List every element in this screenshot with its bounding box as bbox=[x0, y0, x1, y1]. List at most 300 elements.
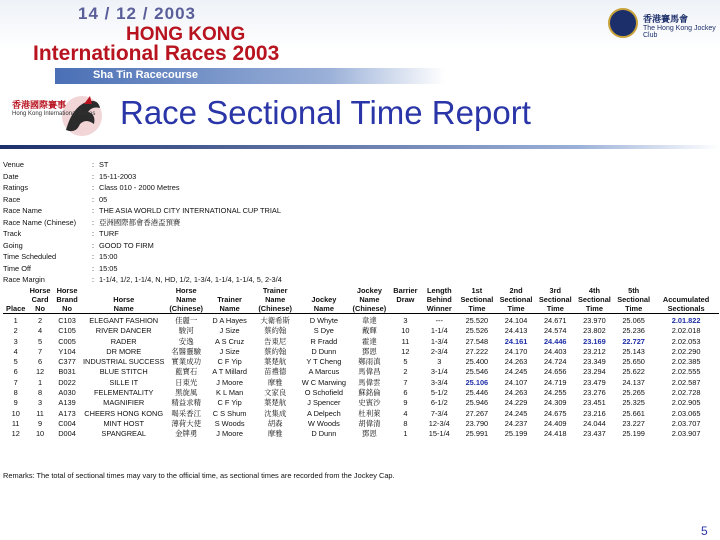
table-cell: A Marcus bbox=[308, 367, 340, 377]
table-cell: 2.02.053 bbox=[671, 336, 701, 346]
table-cell: 1-3/4 bbox=[430, 336, 448, 346]
table-cell: RADER bbox=[110, 336, 137, 346]
table-cell: 3 bbox=[37, 398, 43, 408]
table-cell: 告東尼 bbox=[264, 336, 287, 346]
table-cell: 25.143 bbox=[622, 346, 645, 356]
table-cell: 3-3/4 bbox=[430, 377, 448, 387]
table-cell: 7-3/4 bbox=[430, 408, 448, 418]
table-cell: 3 bbox=[13, 336, 18, 346]
table-cell: 24.413 bbox=[504, 326, 528, 336]
table-cell: 27.548 bbox=[465, 336, 489, 346]
table-row bbox=[3, 367, 719, 377]
race-info-label: Venue bbox=[3, 160, 24, 169]
table-cell: 8 bbox=[403, 418, 408, 428]
table-cell: 7 bbox=[37, 346, 43, 356]
table-cell: W Woods bbox=[307, 418, 340, 428]
column-header: Sectional bbox=[460, 295, 494, 304]
table-cell: 大衛希斯 bbox=[260, 316, 290, 325]
table-cell: J Size bbox=[219, 326, 240, 336]
table-cell: 文家良 bbox=[264, 388, 287, 398]
table-cell: 實業成功 bbox=[171, 357, 201, 367]
table-cell: 2.02.555 bbox=[671, 367, 701, 377]
table-cell: 25.546 bbox=[465, 367, 489, 377]
table-cell: 葉楚航 bbox=[264, 398, 287, 408]
column-header: (Chinese) bbox=[165, 304, 207, 314]
table-cell: 24.245 bbox=[504, 367, 528, 377]
remarks-note: Remarks: The total of sectional times may vary to the official time, as sectional times are recorded from the Jockey Cap. bbox=[3, 471, 395, 480]
race-info-label: Race Name (Chinese) bbox=[3, 217, 77, 227]
table-cell: 23.349 bbox=[583, 357, 606, 367]
table-cell: 12 bbox=[11, 429, 20, 439]
table-cell: 苗禮德 bbox=[264, 367, 287, 377]
table-cell: 2 bbox=[13, 326, 18, 336]
event-date: 14 / 12 / 2003 bbox=[78, 4, 196, 23]
table-cell: C103 bbox=[58, 316, 76, 325]
table-cell: 5 bbox=[13, 357, 18, 367]
table-cell: 24.719 bbox=[543, 377, 567, 387]
table-cell: 22.727 bbox=[622, 336, 645, 346]
table-cell: 3-1/4 bbox=[430, 367, 448, 377]
column-header: Sectional bbox=[538, 295, 572, 304]
race-info-value: 亞洲國際都會香港盃預賽 bbox=[99, 217, 181, 227]
table-header-row bbox=[3, 286, 719, 295]
table-cell: BLUE STITCH bbox=[99, 367, 148, 377]
table-cell: 11 bbox=[11, 418, 20, 428]
column-header: Card bbox=[31, 295, 49, 304]
table-cell: 蔡約翰 bbox=[264, 346, 287, 356]
table-cell: 24.104 bbox=[504, 316, 528, 325]
table-cell: 25.199 bbox=[504, 429, 528, 439]
venue-strip bbox=[55, 68, 445, 84]
table-cell: 25.236 bbox=[622, 326, 645, 336]
table-cell: S Woods bbox=[214, 418, 245, 428]
table-cell: D004 bbox=[58, 429, 76, 439]
race-info-value: 05 bbox=[99, 194, 108, 204]
table-cell: 9 bbox=[37, 418, 43, 428]
table-cell: 7 bbox=[403, 377, 408, 387]
table-cell: 駿河 bbox=[178, 326, 194, 336]
table-cell: O Schofield bbox=[304, 388, 343, 398]
table-row bbox=[3, 314, 719, 327]
table-cell: 2-3/4 bbox=[430, 346, 448, 356]
column-header: 5th bbox=[628, 286, 640, 295]
column-header: Sectional bbox=[578, 295, 611, 304]
column-header: Name bbox=[176, 295, 197, 304]
column-header: Sectionals bbox=[653, 304, 719, 314]
table-cell: C005 bbox=[58, 336, 76, 346]
table-cell: 戴輝 bbox=[362, 326, 377, 336]
table-cell: 9 bbox=[13, 398, 18, 408]
race-info-value: 15:00 bbox=[99, 252, 118, 261]
hkjc-logo-icon bbox=[608, 8, 638, 38]
table-cell: 11 bbox=[36, 408, 44, 418]
race-info-label: Date bbox=[3, 171, 19, 181]
table-cell: 23.790 bbox=[465, 418, 489, 428]
table-cell: C004 bbox=[58, 418, 76, 428]
table-cell: 24.255 bbox=[543, 388, 567, 398]
table-cell: 24.675 bbox=[543, 408, 567, 418]
race-info-value: 15-11-2003 bbox=[99, 171, 137, 181]
table-cell: 25.991 bbox=[465, 429, 489, 439]
logo-text-english: Hong Kong International Races bbox=[12, 111, 96, 117]
table-cell: 摩雅 bbox=[267, 429, 283, 439]
table-cell: 25.650 bbox=[622, 357, 645, 367]
table-cell: R Fradd bbox=[310, 336, 338, 346]
table-cell: D Dunn bbox=[311, 429, 337, 439]
table-cell: 24.309 bbox=[543, 398, 567, 408]
column-header bbox=[3, 295, 28, 304]
column-header: No bbox=[28, 304, 51, 314]
table-cell: 1-1/4 bbox=[430, 326, 448, 336]
event-title-line1: HONG KONG bbox=[126, 24, 246, 45]
column-header: 3rd bbox=[549, 286, 561, 295]
column-header: 1st bbox=[471, 286, 483, 295]
race-info-value: GOOD TO FIRM bbox=[99, 240, 154, 250]
table-cell: 24.263 bbox=[504, 388, 528, 398]
table-cell: 蔡約翰 bbox=[264, 326, 287, 336]
table-cell: 24.161 bbox=[504, 336, 528, 346]
table-cell: Y T Cheng bbox=[306, 357, 342, 367]
table-cell: S Dye bbox=[313, 326, 334, 336]
table-header-row bbox=[3, 304, 719, 314]
table-cell: 黑旋風 bbox=[175, 388, 198, 398]
table-row bbox=[3, 347, 719, 357]
table-cell: 25.106 bbox=[465, 377, 489, 387]
table-cell: 3 bbox=[403, 316, 408, 325]
column-header: Time bbox=[496, 304, 535, 314]
column-header: Behind bbox=[426, 295, 452, 304]
table-cell: 11 bbox=[401, 336, 410, 346]
column-header: Time bbox=[536, 304, 575, 314]
table-cell: MINT HOST bbox=[103, 418, 144, 428]
table-cell: D A Hayes bbox=[212, 316, 247, 325]
column-header bbox=[298, 286, 349, 295]
column-header: Name bbox=[359, 295, 380, 304]
race-info-value: ST bbox=[99, 160, 109, 169]
table-cell: 25.325 bbox=[622, 398, 645, 408]
table-cell: 15-1/4 bbox=[428, 429, 450, 439]
table-row bbox=[3, 378, 719, 388]
table-cell: 名醫靈驗 bbox=[171, 346, 201, 356]
table-cell: 23.802 bbox=[583, 326, 606, 336]
table-cell: 2.02.018 bbox=[671, 326, 701, 336]
table-cell: 25.065 bbox=[622, 316, 645, 325]
table-cell: 1 bbox=[37, 377, 43, 387]
title-divider bbox=[0, 145, 720, 149]
table-cell: 薄荷大使 bbox=[171, 418, 201, 428]
table-cell: SPANGREAL bbox=[101, 429, 147, 439]
table-cell: 2.03.065 bbox=[671, 408, 701, 418]
table-cell: 金牌勇 bbox=[175, 429, 198, 439]
race-info-label: Ratings bbox=[3, 183, 29, 192]
table-cell: 24.137 bbox=[622, 377, 645, 387]
column-header: Name bbox=[82, 304, 165, 314]
race-info-colon: : bbox=[92, 183, 95, 192]
column-header: Time bbox=[614, 304, 653, 314]
table-cell: 25.520 bbox=[465, 316, 489, 325]
page-number: 5 bbox=[701, 524, 708, 538]
table-cell: 2.01.822 bbox=[671, 316, 701, 325]
table-cell: 24.418 bbox=[543, 429, 567, 439]
table-cell: 12 bbox=[401, 346, 410, 356]
table-cell: Y104 bbox=[58, 346, 76, 356]
table-cell: 7 bbox=[13, 377, 18, 387]
column-header: (Chinese) bbox=[349, 304, 389, 314]
table-cell: 佳麗一 bbox=[175, 316, 198, 325]
table-row bbox=[3, 357, 719, 367]
table-cell: --- bbox=[435, 316, 443, 325]
column-header bbox=[653, 286, 719, 295]
table-cell: J Spencer bbox=[307, 398, 341, 408]
column-header: Brand bbox=[56, 295, 78, 304]
table-cell: 12-3/4 bbox=[428, 418, 450, 428]
logo-text-chinese: 香港國際賽事 bbox=[12, 100, 67, 110]
table-cell: C F Yip bbox=[217, 398, 242, 408]
table-cell: 23.479 bbox=[583, 377, 606, 387]
table-cell: 24.409 bbox=[543, 418, 567, 428]
race-info-value: Class 010 - 2000 Metres bbox=[99, 183, 180, 192]
table-cell: 2.03.907 bbox=[671, 429, 701, 439]
table-cell: 1 bbox=[403, 429, 408, 439]
race-info-label: Track bbox=[3, 229, 22, 238]
club-name-english: The Hong Kong Jockey Club bbox=[643, 25, 716, 39]
table-cell: 5-1/2 bbox=[430, 388, 448, 398]
table-cell: 24.263 bbox=[504, 357, 528, 367]
table-cell: 4 bbox=[13, 346, 18, 356]
column-header: Horse bbox=[29, 286, 51, 295]
table-cell: 24.574 bbox=[543, 326, 567, 336]
table-row bbox=[3, 337, 719, 347]
table-cell: 23.216 bbox=[583, 408, 606, 418]
table-cell: 25.400 bbox=[465, 357, 489, 367]
table-cell: 25.661 bbox=[622, 408, 645, 418]
table-cell: 12 bbox=[35, 367, 45, 377]
table-row bbox=[3, 326, 719, 336]
column-header: Name bbox=[298, 304, 349, 314]
table-cell: 霍達 bbox=[362, 336, 377, 346]
table-cell: 25.622 bbox=[622, 367, 645, 377]
table-row bbox=[3, 398, 719, 408]
page-title: Race Sectional Time Report bbox=[120, 94, 531, 131]
table-cell: 精益求精 bbox=[171, 398, 201, 408]
table-cell: 2.02.905 bbox=[671, 398, 701, 408]
table-cell: K L Man bbox=[215, 388, 244, 398]
race-info-colon: : bbox=[92, 275, 95, 284]
table-cell: DR MORE bbox=[106, 346, 142, 356]
table-cell: 2.02.385 bbox=[671, 357, 701, 367]
table-cell: 24.724 bbox=[543, 357, 567, 367]
race-info-label: Race Name bbox=[3, 206, 43, 215]
table-cell: 23.276 bbox=[583, 388, 606, 398]
table-cell: 日東光 bbox=[175, 377, 198, 387]
table-row bbox=[3, 429, 719, 439]
table-cell: 6 bbox=[37, 357, 43, 367]
race-info-colon: : bbox=[92, 194, 95, 204]
race-info-value: 1-1/4, 1/2, 1-1/4, N, HD, 1/2, 1-3/4, 1-1/4, 1-1/4, 5, 2-3/4 bbox=[99, 275, 282, 284]
table-cell: J Moore bbox=[216, 429, 243, 439]
race-info-colon: : bbox=[92, 217, 95, 227]
table-cell: 4 bbox=[37, 326, 43, 336]
race-info-colon: : bbox=[92, 206, 95, 215]
table-cell: 鄭雨滇 bbox=[358, 357, 381, 367]
table-cell: 10 bbox=[35, 429, 45, 439]
table-cell: 安逸 bbox=[178, 336, 194, 346]
table-cell: 27.222 bbox=[465, 346, 489, 356]
column-header: No bbox=[52, 304, 83, 314]
column-header: Trainer bbox=[217, 295, 242, 304]
table-cell: 24.107 bbox=[504, 377, 528, 387]
table-cell: 10 bbox=[401, 326, 410, 336]
table-cell: 胡森 bbox=[267, 418, 283, 428]
table-cell: 喝采香江 bbox=[171, 408, 201, 418]
column-header bbox=[3, 286, 28, 295]
table-cell: 23.169 bbox=[583, 336, 606, 346]
table-cell: 2.02.290 bbox=[671, 346, 701, 356]
table-cell: 10 bbox=[11, 408, 20, 418]
table-cell: J Moore bbox=[216, 377, 243, 387]
table-cell: C S Shum bbox=[212, 408, 247, 418]
race-info-value: 15:05 bbox=[99, 263, 118, 273]
table-cell: A S Cruz bbox=[215, 336, 245, 346]
column-header: Horse bbox=[175, 286, 197, 295]
column-header: Time bbox=[575, 304, 614, 314]
table-cell: 2.03.707 bbox=[671, 418, 701, 428]
column-header: Sectional bbox=[617, 295, 651, 304]
column-header bbox=[82, 286, 165, 295]
table-cell: 6 bbox=[403, 388, 408, 398]
race-info-colon: : bbox=[92, 171, 95, 181]
race-info-label: Race bbox=[3, 194, 21, 204]
table-cell: 沈集成 bbox=[264, 408, 287, 418]
table-cell: 24.403 bbox=[543, 346, 567, 356]
table-cell: 25.265 bbox=[622, 388, 645, 398]
table-cell: ELEGANT FASHION bbox=[89, 316, 159, 325]
table-cell: 24.044 bbox=[583, 418, 606, 428]
table-cell: 藍寶石 bbox=[175, 367, 198, 377]
race-info-value: TURF bbox=[99, 229, 119, 238]
column-header: Place bbox=[3, 304, 28, 314]
table-cell: 27.267 bbox=[465, 408, 489, 418]
table-cell: 4 bbox=[403, 408, 408, 418]
table-cell: MAGNIFIER bbox=[103, 398, 145, 408]
column-header: Horse bbox=[56, 286, 78, 295]
column-header bbox=[390, 304, 422, 314]
table-cell: CHEERS HONG KONG bbox=[84, 408, 164, 418]
table-cell: 3 bbox=[437, 357, 442, 367]
sectional-time-table bbox=[3, 286, 719, 440]
table-header-row bbox=[3, 295, 719, 304]
column-header: Sectional bbox=[499, 295, 533, 304]
table-cell: 5 bbox=[403, 357, 408, 367]
table-cell: 23.970 bbox=[583, 316, 606, 325]
table-cell: 摩雅 bbox=[267, 377, 283, 387]
race-info-label: Going bbox=[3, 240, 23, 250]
table-cell: 葉楚航 bbox=[264, 357, 287, 367]
club-name-chinese: 香港賽馬會 bbox=[643, 14, 689, 24]
table-cell: 胡偉清 bbox=[358, 418, 381, 428]
table-cell: D Dunn bbox=[311, 346, 337, 356]
table-cell: 24.671 bbox=[543, 316, 567, 325]
table-cell: 23.227 bbox=[622, 418, 645, 428]
column-header bbox=[207, 286, 251, 295]
table-cell: A T Millard bbox=[212, 367, 247, 377]
table-cell: 鄧恩 bbox=[362, 429, 377, 439]
table-cell: A173 bbox=[58, 408, 76, 418]
table-cell: 馬偉昌 bbox=[358, 367, 381, 377]
table-cell: 24.656 bbox=[543, 367, 567, 377]
table-cell: 24.446 bbox=[543, 336, 567, 346]
venue-name: Sha Tin Racecourse bbox=[93, 69, 198, 81]
race-info-colon: : bbox=[92, 252, 95, 261]
column-header: (Chinese) bbox=[252, 304, 299, 314]
column-header: Horse bbox=[113, 295, 135, 304]
table-cell: 25.946 bbox=[465, 398, 489, 408]
table-cell: 2.02.728 bbox=[671, 388, 701, 398]
race-info-label: Time Scheduled bbox=[3, 252, 57, 261]
column-header: 2nd bbox=[509, 286, 523, 295]
column-header: Length bbox=[426, 286, 452, 295]
table-cell: 杜利萊 bbox=[358, 408, 381, 418]
table-cell: FELEMENTALITY bbox=[94, 388, 154, 398]
table-cell: 2 bbox=[37, 316, 43, 325]
column-header: 4th bbox=[588, 286, 600, 295]
table-cell: RIVER DANCER bbox=[95, 326, 152, 336]
table-cell: 25.199 bbox=[622, 429, 645, 439]
table-cell: D Whyte bbox=[309, 316, 339, 325]
table-cell: 24.245 bbox=[504, 408, 528, 418]
column-header: Name bbox=[265, 295, 286, 304]
column-header: Name bbox=[207, 304, 251, 314]
table-cell: B031 bbox=[58, 367, 76, 377]
column-header: Time bbox=[457, 304, 496, 314]
table-cell: 史賓沙 bbox=[358, 398, 381, 408]
race-info-label: Time Off bbox=[3, 263, 31, 273]
race-info-colon: : bbox=[92, 263, 95, 273]
table-cell: 5 bbox=[37, 336, 43, 346]
table-cell: C377 bbox=[58, 357, 76, 367]
race-info-colon: : bbox=[92, 240, 95, 250]
table-cell: 9 bbox=[403, 398, 408, 408]
table-cell: 24.237 bbox=[504, 418, 528, 428]
table-row bbox=[3, 419, 719, 429]
table-cell: 8 bbox=[37, 388, 43, 398]
table-cell: D022 bbox=[58, 377, 76, 387]
table-cell: 24.170 bbox=[504, 346, 528, 356]
table-cell: 23.437 bbox=[583, 429, 606, 439]
table-cell: 8 bbox=[13, 388, 18, 398]
table-cell: C F Yip bbox=[217, 357, 242, 367]
column-header: Accumulated bbox=[662, 295, 710, 304]
column-header: Draw bbox=[396, 295, 415, 304]
column-header: Winner bbox=[421, 304, 457, 314]
table-cell: 蘇銘倫 bbox=[358, 388, 381, 398]
header-banner bbox=[0, 0, 720, 84]
race-info-value: THE ASIA WORLD CITY INTERNATIONAL CUP TRIAL bbox=[99, 206, 281, 215]
table-cell: 馬偉雲 bbox=[358, 377, 381, 387]
table-cell: A Delpech bbox=[307, 408, 341, 418]
table-cell: 25.446 bbox=[465, 388, 489, 398]
column-header: Jockey bbox=[356, 286, 382, 295]
table-cell: A030 bbox=[58, 388, 76, 398]
table-cell: 6 bbox=[13, 367, 18, 377]
table-cell: 鄧恩 bbox=[362, 346, 377, 356]
table-cell: 1 bbox=[13, 316, 18, 325]
table-cell: C105 bbox=[58, 326, 76, 336]
table-cell: 2 bbox=[403, 367, 408, 377]
table-cell: 韋達 bbox=[362, 316, 377, 325]
table-cell: 2.02.587 bbox=[671, 377, 701, 387]
table-cell: SILLE IT bbox=[109, 377, 139, 387]
